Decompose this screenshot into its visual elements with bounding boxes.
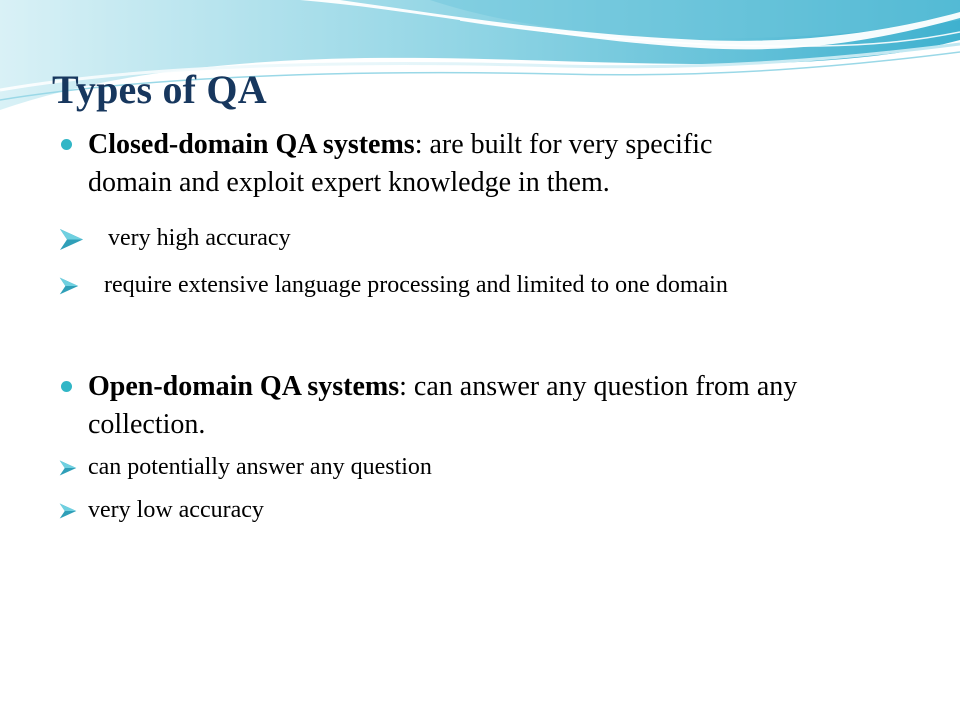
subpoint-low-accuracy: [58, 497, 928, 524]
bullet-term: Closed-domain QA systems: [88, 129, 415, 160]
bullet-closed-domain: [88, 126, 918, 202]
arrow-bullet-icon: [58, 276, 80, 296]
subpoint-text: very low accuracy: [88, 497, 264, 523]
subpoint-extensive-processing: [58, 272, 928, 299]
bullet-dot-icon: [61, 139, 72, 150]
bullet-line: [88, 126, 918, 164]
subpoint-text: require extensive language processing and limited to one domain: [104, 272, 728, 298]
bullet-term: Open-domain QA systems: [88, 371, 400, 402]
arrow-bullet-icon: [58, 459, 78, 477]
bullet-line: [88, 368, 918, 406]
arrow-bullet-icon: [58, 227, 85, 252]
slide-title: Types of QA: [52, 67, 267, 112]
subpoint-high-accuracy: [58, 225, 928, 252]
bullet-text: : can answer any question from any: [399, 371, 798, 402]
bullet-dot-icon: [61, 381, 72, 392]
bullet-text-continued: collection.: [88, 409, 206, 440]
arrow-bullet-icon: [58, 502, 78, 520]
bullet-open-domain: [88, 368, 918, 444]
subpoint-text: can potentially answer any question: [88, 454, 432, 480]
bullet-text: : are built for very specific: [414, 129, 713, 160]
subpoint-potentially-any: [58, 454, 928, 481]
bullet-text-continued: domain and exploit expert knowledge in them.: [88, 167, 610, 198]
subpoint-text: very high accuracy: [108, 225, 291, 251]
